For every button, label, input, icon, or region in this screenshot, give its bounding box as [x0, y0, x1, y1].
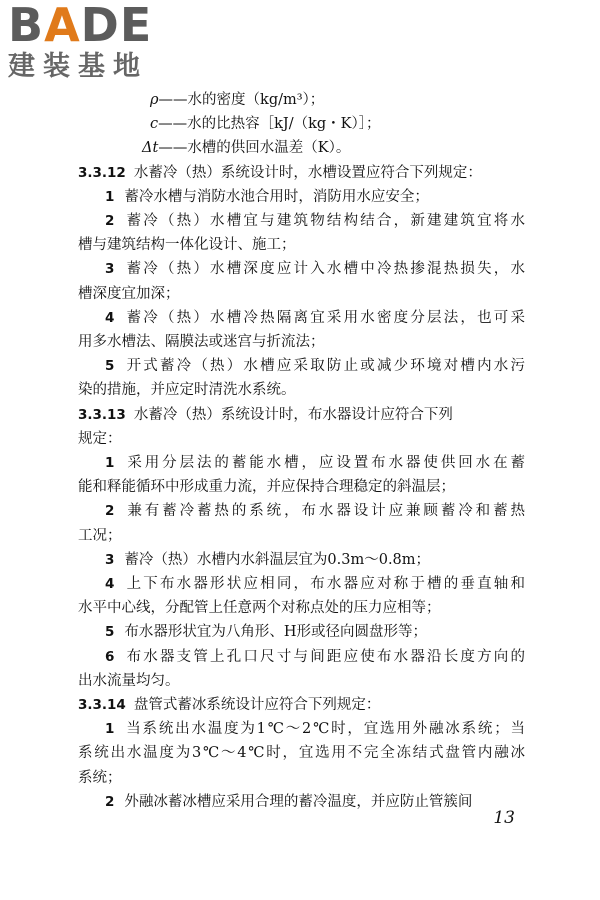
clause-item: [105, 499, 525, 523]
section-number: 3.3.14: [78, 697, 126, 713]
clause-text: 蓄冷（热）水槽宜与建筑物结构结合，新建建筑宜将水: [124, 213, 525, 229]
section-heading: [78, 693, 600, 717]
clause-item-continued: 系统出水温度为3℃～4℃时，宜选用不完全冻结式盘管内融冰: [78, 745, 525, 762]
clause-item: [105, 717, 525, 741]
logo-letter-a-accent: A: [44, 0, 81, 52]
clause-number: 4: [105, 309, 115, 326]
clause-item-continued: 工况；: [78, 527, 122, 544]
clause-text: 当系统出水温度为1℃～2℃时，宜选用外融冰系统；当: [124, 721, 525, 738]
clause-item: [105, 790, 525, 814]
clause-text: 采用分层法的蓄能水槽，应设置布水器使供回水在蓄: [124, 455, 525, 471]
clause-text: 开式蓄冷（热）水槽应采取防止或减少环境对槽内水污: [124, 358, 525, 375]
symbol-text: ——水槽的供回水温差（K）。: [158, 140, 351, 157]
clause-text: 兼有蓄冷蓄热的系统，布水器设计应兼顾蓄冷和蓄热: [124, 503, 525, 520]
symbol: c: [150, 116, 159, 133]
clause-text: 布水器支管上孔口尺寸与间距应使布水器沿长度方向的: [124, 648, 525, 665]
section-heading-continued: 规定：: [78, 430, 122, 447]
symbol: ρ: [150, 92, 159, 108]
section-heading: [78, 403, 600, 427]
clause-item-continued: 染的措施，并应定时清洗水系统。: [78, 382, 296, 399]
clause-item: [105, 645, 525, 669]
clause-number: 2: [105, 793, 115, 810]
symbol: Δt: [142, 140, 159, 157]
clause-item: [105, 620, 525, 644]
clause-item-continued: 系统；: [78, 769, 122, 786]
clause-item-continued: 用多水槽法、隔膜法或迷宫与折流法；: [78, 334, 325, 350]
clause-text: 蓄冷（热）水槽深度应计入水槽中冷热掺混热损失，水: [124, 261, 525, 278]
clause-item-continued: 槽深度宜加深；: [78, 285, 180, 302]
section-title: 水蓄冷（热）系统设计时，水槽设置应符合下列规定：: [133, 164, 482, 181]
section-title: 盘管式蓄冰系统设计应符合下列规定：: [133, 697, 381, 713]
clause-item: [105, 548, 525, 572]
section-number: 3.3.13: [78, 406, 126, 423]
symbol-text: ——水的密度（kg/m³）；: [158, 92, 325, 108]
page-number: 13: [493, 808, 515, 828]
section-heading: [78, 161, 600, 185]
clause-item: [105, 572, 525, 596]
clause-item-continued: 水平中心线，分配管上任意两个对称点处的压力应相等；: [78, 600, 441, 617]
section-title: 水蓄冷（热）系统设计时，布水器设计应符合下列: [133, 406, 453, 423]
clause-number: 2: [105, 213, 115, 229]
clause-number: 1: [105, 455, 115, 471]
clause-number: 3: [105, 261, 115, 278]
clause-text: 蓄冷水槽与消防水池合用时，消防用水应安全；: [124, 188, 429, 205]
clause-item: [105, 209, 525, 233]
clause-number: 3: [105, 551, 115, 568]
clause-number: 5: [105, 624, 115, 641]
clause-text: 蓄冷（热）水槽内水斜温层宜为0.3m～0.8m；: [124, 551, 431, 568]
clause-number: 2: [105, 503, 115, 520]
clause-number: 6: [105, 648, 115, 665]
clause-text: 布水器形状宜为八角形、H形或径向圆盘形等；: [124, 624, 428, 641]
clause-text: 外融冰蓄冰槽应采用合理的蓄冷温度，并应防止管簇间: [124, 793, 473, 810]
clause-number: 1: [105, 188, 115, 205]
logo-subtitle: 建装基地: [8, 51, 148, 82]
clause-item: [105, 354, 525, 378]
clause-item: [105, 306, 525, 330]
clause-text: 蓄冷（热）水槽冷热隔离宜采用水密度分层法，也可采: [124, 309, 525, 326]
symbol-text: ——水的比热容［kJ/（kg・K）］；: [158, 116, 381, 133]
clause-item: [105, 185, 525, 209]
symbol-definition: [142, 136, 600, 160]
symbol-definition: [150, 112, 600, 136]
clause-number: 4: [105, 576, 115, 592]
clause-item: [105, 257, 525, 281]
clause-item: [105, 451, 525, 475]
clause-number: 1: [105, 721, 115, 738]
symbol-definition: [150, 88, 600, 112]
logo-letters-de: DE: [80, 0, 153, 52]
clause-item-continued: 槽与建筑结构一体化设计、施工；: [78, 237, 296, 254]
clause-item-continued: 出水流量均匀。: [78, 672, 180, 689]
clause-number: 5: [105, 358, 115, 375]
clause-item-continued: 能和释能循环中形成重力流，并应保持合理稳定的斜温层；: [78, 479, 455, 496]
clause-text: 上下布水器形状应相同，布水器应对称于槽的垂直轴和: [124, 576, 525, 592]
section-number: 3.3.12: [78, 164, 126, 181]
logo-letters-b: B: [8, 0, 45, 52]
